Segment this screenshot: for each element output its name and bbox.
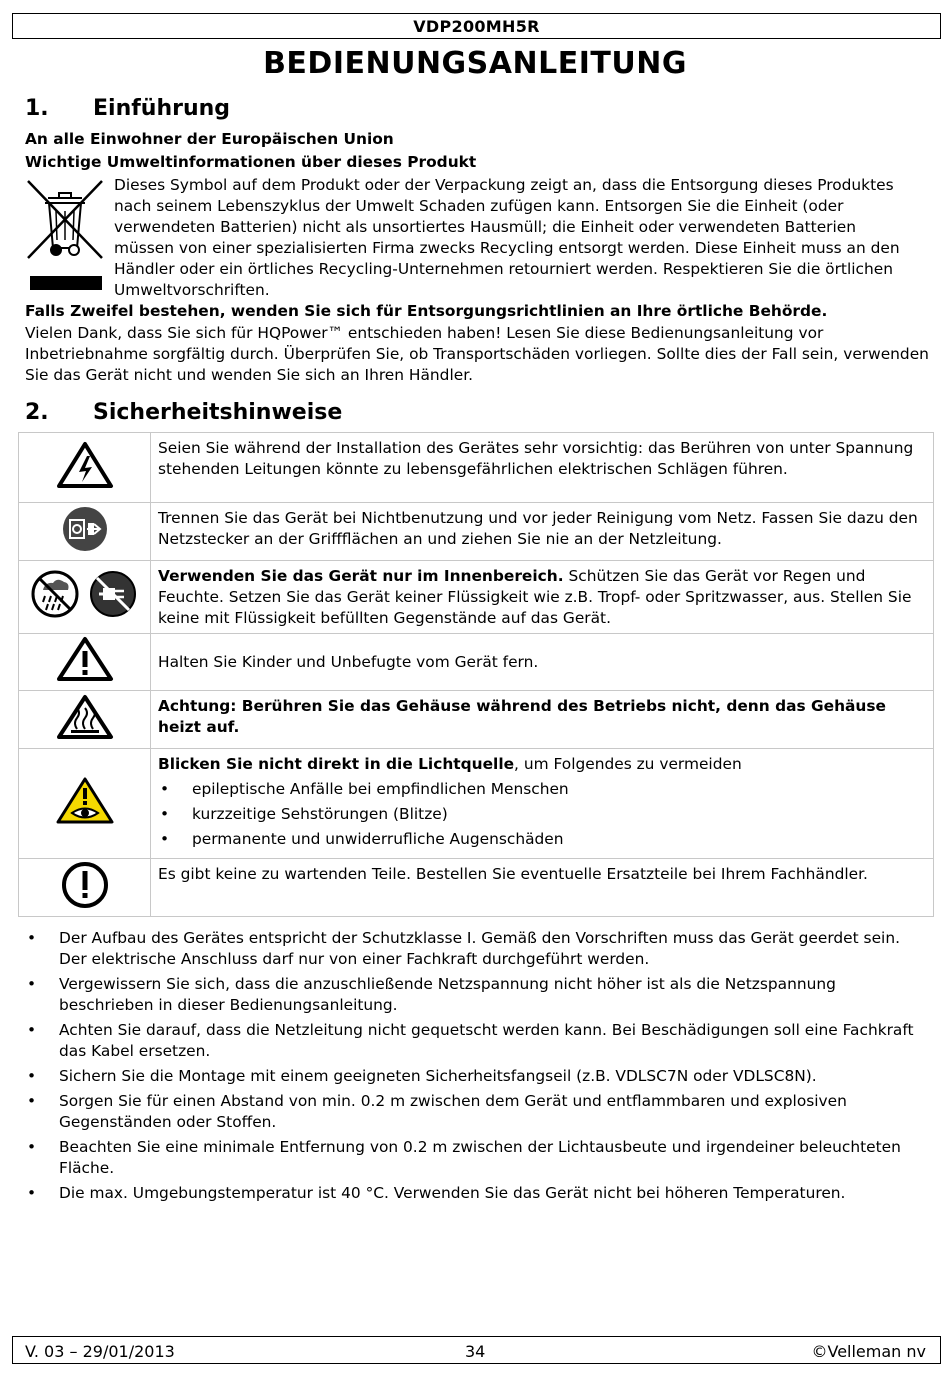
model-code: VDP200MH5R bbox=[413, 17, 540, 36]
hot-surface-icon bbox=[55, 693, 115, 741]
safety-text: Seien Sie während der Installation des Gerätes sehr vorsichtig: das Berühren von unter Spannung stehenden Leitungen könnte zu lebensgefährlichen elektrischen Schlägen führen. bbox=[151, 433, 934, 503]
footer-copyright: ©Velleman nv bbox=[811, 1342, 926, 1361]
safety-icon-cell bbox=[19, 859, 151, 917]
list-item: • Beachten Sie eine minimale Entfernung von 0.2 m zwischen der Lichtausbeute und irgendeiner beleuchteten Fläche. bbox=[25, 1137, 925, 1179]
safety-icon-cell bbox=[19, 634, 151, 691]
safety-text-rest: Schützen Sie das Gerät vor Regen und Feuchte. Setzen Sie das Gerät keiner Flüssigkeit wie z.B. Tropf- oder Spritzwasser, aus. Stellen Sie keine mit Flüssigkeit befüllten Gegenstände auf das Gerät. bbox=[158, 567, 912, 627]
safety-row bbox=[19, 691, 934, 749]
list-item: • Der Aufbau des Gerätes entspricht der Schutzklasse I. Gemäß den Vorschriften muss das Gerät geerdet sein. Der elektrische Anschluss darf nur von einer Fachkraft durchgeführt werden. bbox=[25, 928, 925, 970]
safety-text-bold: Verwenden Sie das Gerät nur im Innenbereich. bbox=[158, 567, 564, 585]
section-2-label: Sicherheitshinweise bbox=[93, 400, 343, 425]
safety-bullet-list bbox=[25, 928, 925, 1208]
page-title: BEDIENUNGSANLEITUNG bbox=[263, 46, 687, 81]
page-number: 34 bbox=[465, 1342, 486, 1361]
section-1-number: 1. bbox=[25, 96, 49, 121]
eye-warning-icon bbox=[55, 776, 115, 826]
list-item: • Vergewissern Sie sich, dass die anzuschließende Netzspannung nicht höher ist als die Netzspannung beschrieben in dieser Bedienungsanleitung. bbox=[25, 974, 925, 1016]
list-item: • Sichern Sie die Montage mit einem geeigneten Sicherheitsfangseil (z.B. VDLSC7N oder VDLSC8N). bbox=[25, 1066, 925, 1087]
safety-row bbox=[19, 749, 934, 859]
safety-icon-cell bbox=[19, 691, 151, 749]
safety-text bbox=[151, 691, 934, 749]
list-item: • Achten Sie darauf, dass die Netzleitung nicht gequetscht werden kann. Bei Beschädigungen soll eine Fachkraft das Kabel ersetzen. bbox=[25, 1020, 925, 1062]
section-2-number: 2. bbox=[25, 400, 49, 425]
doubt-line: Falls Zweifel bestehen, wenden Sie sich für Entsorgungsrichtlinien an Ihre örtliche Behörde. bbox=[25, 302, 828, 320]
safety-row bbox=[19, 503, 934, 561]
section-2-title bbox=[25, 399, 342, 427]
safety-text bbox=[151, 561, 934, 634]
list-item: • Sorgen Sie für einen Abstand von min. 0.2 m zwischen dem Gerät und entflammbaren und explosiven Gegenständen oder Stoffen. bbox=[25, 1091, 925, 1133]
env-heading: Wichtige Umweltinformationen über dieses Produkt bbox=[25, 153, 477, 171]
header-box bbox=[12, 13, 941, 39]
safety-text: Trennen Sie das Gerät bei Nichtbenutzung und vor jeder Reinigung vom Netz. Fassen Sie dazu den Netzstecker an der Griffflächen an und ziehen Sie nie an der Netzleitung. bbox=[151, 503, 934, 561]
list-item: • kurzzeitige Sehstörungen (Blitze) bbox=[158, 804, 927, 825]
safety-icon-cell bbox=[19, 749, 151, 859]
section-1-label: Einführung bbox=[93, 96, 231, 121]
safety-text-bold: Achtung: Berühren Sie das Gehäuse während des Betriebs nicht, denn das Gehäuse heizt auf. bbox=[158, 697, 886, 736]
safety-icon-cell bbox=[19, 433, 151, 503]
weee-bin-icon bbox=[26, 178, 104, 293]
safety-text-rest: , um Folgendes zu vermeiden bbox=[514, 755, 742, 773]
electric-shock-warning-icon bbox=[55, 440, 115, 490]
eye-risk-list bbox=[158, 779, 927, 850]
list-item: • permanente und unwiderrufliche Augenschäden bbox=[158, 829, 927, 850]
list-item: • epileptische Anfälle bei empfindlichen Menschen bbox=[158, 779, 927, 800]
safety-table bbox=[18, 432, 934, 917]
safety-icon-cell bbox=[19, 561, 151, 634]
general-warning-icon bbox=[55, 635, 115, 683]
section-1-title bbox=[25, 95, 230, 123]
list-item: • Die max. Umgebungstemperatur ist 40 °C. Verwenden Sie das Gerät nicht bei höheren Temperaturen. bbox=[25, 1183, 925, 1204]
safety-text: Es gibt keine zu wartenden Teile. Bestellen Sie eventuelle Ersatzteile bei Ihrem Fachhändler. bbox=[151, 859, 934, 917]
safety-row bbox=[19, 859, 934, 917]
safety-row bbox=[19, 433, 934, 503]
thanks-paragraph: Vielen Dank, dass Sie sich für HQPower™ entschieden haben! Lesen Sie diese Bedienungsanleitung vor Inbetriebnahme sorgfältig durch. Überprüfen Sie, ob Transportschäden vorliegen. Sollte dies der Fall sein, verwenden Sie das Gerät nicht und wenden Sie sich an Ihren Händler. bbox=[25, 324, 929, 384]
safety-text bbox=[151, 749, 934, 859]
safety-row bbox=[19, 634, 934, 691]
safety-icon-cell bbox=[19, 503, 151, 561]
footer bbox=[12, 1336, 941, 1364]
eu-heading: An alle Einwohner der Europäischen Union bbox=[25, 130, 394, 148]
unplug-icon bbox=[62, 506, 108, 552]
safety-text: Halten Sie Kinder und Unbefugte vom Gerät fern. bbox=[151, 634, 934, 691]
safety-text-bold: Blicken Sie nicht direkt in die Lichtquelle bbox=[158, 755, 515, 773]
footer-version: V. 03 – 29/01/2013 bbox=[25, 1342, 175, 1361]
safety-row bbox=[19, 561, 934, 634]
weee-text: Dieses Symbol auf dem Produkt oder der Verpackung zeigt an, dass die Entsorgung dieses Produktes nach seinem Lebenszyklus der Umwelt Schaden zufügen kann. Entsorgen Sie die Einheit (oder verwendeten Batterien) nicht als unsortiertes Hausmüll; die Einheit oder verwendeten Batterien müssen von einer spezialisierten Firma zwecks Recycling entsorgt werden. Diese Einheit muss an den Händler oder ein örtliches Recycling-Unternehmen retourniert werden. Respektieren Sie die örtlichen Umweltvorschriften. bbox=[114, 176, 900, 299]
indoor-use-only-icon bbox=[29, 568, 141, 620]
attention-icon bbox=[60, 860, 110, 910]
